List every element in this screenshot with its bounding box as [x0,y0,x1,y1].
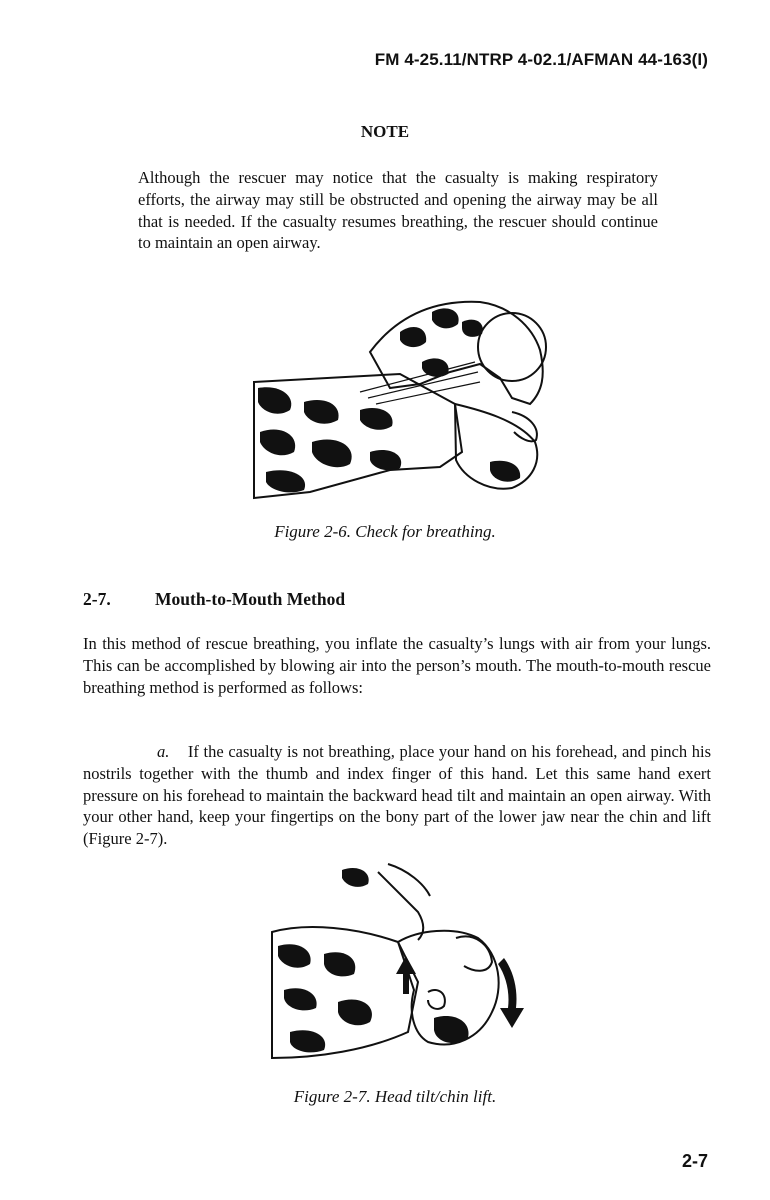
running-header: FM 4-25.11/NTRP 4-02.1/AFMAN 44-163(I) [374,50,708,69]
figure-caption: Figure 2-7. Head tilt/chin lift. [293,1087,497,1106]
section-number: 2-7. [83,589,111,609]
body-paragraph: In this method of rescue breathing, you inflate the casualty’s lungs with air from your lungs. This can be accomplished by blowing air into the person’s mouth. The mouth-to-mouth rescue breathing method is performed as follows: [83,634,711,697]
body-paragraph-item-a [83,741,711,850]
figure-check-breathing-illustration [250,292,552,500]
section-heading [83,589,345,610]
section-title: Mouth-to-Mouth Method [155,589,346,609]
note-title: NOTE [360,122,410,141]
item-text: If the casualty is not breathing, place your hand on his forehead, and pinch his nostrils together with the thumb and index finger of this hand. Let this same hand exert pressure on his forehead to maintain the backward head tilt and maintain an open airway. With your other hand, keep your fingertips on the bony part of the lower jaw near the chin and lift (Figure 2-7). [83,742,711,849]
figure-head-tilt-chin-lift-illustration [268,862,530,1062]
item-marker: a. [157,742,170,761]
figure-caption: Figure 2-6. Check for breathing. [274,522,496,541]
page-number: 2-7 [681,1151,708,1171]
note-text: Although the rescuer may notice that the casualty is making respiratory efforts, the airway may still be obstructed and opening the airway may be all that is needed. If the casualty resumes breathing, the rescuer should continue to maintain an open airway. [138,168,658,253]
